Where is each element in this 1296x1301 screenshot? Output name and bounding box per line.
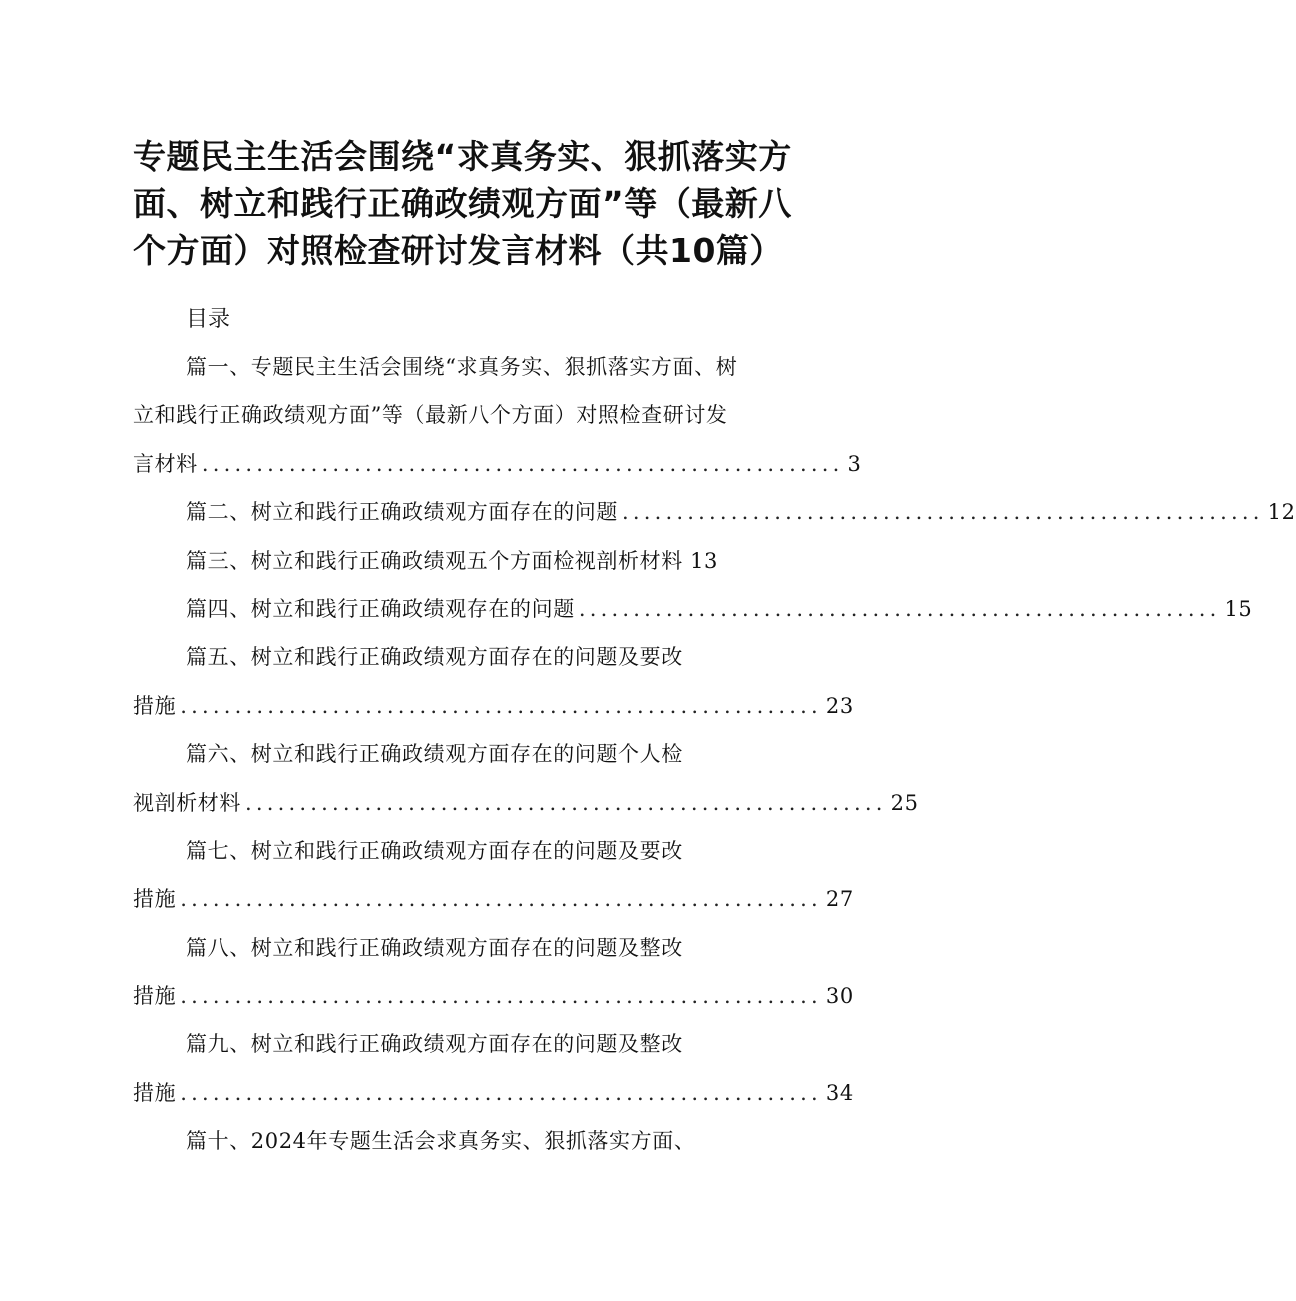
- toc-entry-text: 篇五、树立和践行正确政绩观方面存在的问题及要改: [186, 645, 683, 670]
- toc-entry-text: 篇四、树立和践行正确政绩观存在的问题: [186, 596, 575, 621]
- toc-entry[interactable]: [133, 346, 862, 491]
- toc-entry-text: 篇二、树立和践行正确政绩观方面存在的问题: [186, 500, 618, 525]
- dot-leader: ...........................................................: [245, 790, 887, 815]
- dot-leader: ...........................................................: [201, 451, 844, 476]
- toc-entry[interactable]: [133, 636, 854, 733]
- toc-entry-text: 视剖析材料: [133, 790, 241, 815]
- toc-entry-text: 篇六、树立和践行正确政绩观方面存在的问题个人检: [186, 742, 683, 767]
- dot-leader: ...........................................................: [180, 1080, 822, 1105]
- toc-entry-text: 篇一、专题民主生活会围绕“求真务实、狠抓落实方面、树: [186, 355, 738, 379]
- dot-leader: ...........................................................: [180, 984, 822, 1009]
- dot-leader: ...........................................................: [578, 596, 1221, 621]
- toc-entry-text: 措施: [133, 984, 177, 1009]
- dot-leader: ...........................................................: [180, 693, 822, 718]
- toc-entry[interactable]: [133, 830, 854, 927]
- toc-entry[interactable]: [133, 733, 919, 830]
- table-of-contents: [133, 346, 1296, 1169]
- toc-heading: 目录: [186, 307, 231, 332]
- toc-entry-text: 措施: [133, 887, 177, 912]
- dot-leader: ...........................................................: [180, 887, 822, 912]
- toc-entry-text: 篇十、2024年专题生活会求真务实、狠抓落实方面、: [186, 1129, 696, 1154]
- toc-entry[interactable]: [133, 540, 768, 588]
- toc-entry-text: 措施: [133, 1080, 177, 1105]
- toc-page-number: 23: [825, 693, 854, 718]
- toc-entry[interactable]: [133, 927, 854, 1024]
- toc-entry-text: 立和践行正确政绩观方面”等（最新八个方面）对照检查研讨发: [133, 403, 728, 428]
- toc-entry-text: 篇三、树立和践行正确政绩观五个方面检视剖析材料 13: [186, 548, 718, 573]
- toc-page-number: 25: [890, 790, 919, 815]
- toc-page-number: 3: [847, 451, 862, 476]
- toc-entry-text: 措施: [133, 693, 177, 718]
- document-title: 专题民主生活会围绕“求真务实、狠抓落实方面、树立和践行正确政绩观方面”等（最新八个方面）对照检查研讨发言材料（共10篇）: [133, 137, 792, 270]
- toc-page-number: 27: [825, 887, 854, 912]
- toc-page-number: 15: [1224, 596, 1253, 621]
- toc-entry[interactable]: [133, 1023, 854, 1120]
- toc-page-number: 34: [825, 1080, 854, 1105]
- toc-entry[interactable]: [133, 1120, 768, 1168]
- dot-leader: ...........................................................: [622, 500, 1264, 525]
- toc-page-number: 30: [825, 984, 854, 1009]
- toc-entry-text: 篇七、树立和践行正确政绩观方面存在的问题及要改: [186, 838, 683, 863]
- toc-entry[interactable]: [133, 491, 1296, 539]
- toc-entry-text: 篇九、树立和践行正确政绩观方面存在的问题及整改: [186, 1032, 683, 1057]
- toc-entry-text: 言材料: [133, 451, 198, 476]
- toc-page-number: 12: [1267, 500, 1296, 525]
- toc-entry-text: 篇八、树立和践行正确政绩观方面存在的问题及整改: [186, 935, 683, 960]
- toc-entry[interactable]: [133, 588, 1253, 636]
